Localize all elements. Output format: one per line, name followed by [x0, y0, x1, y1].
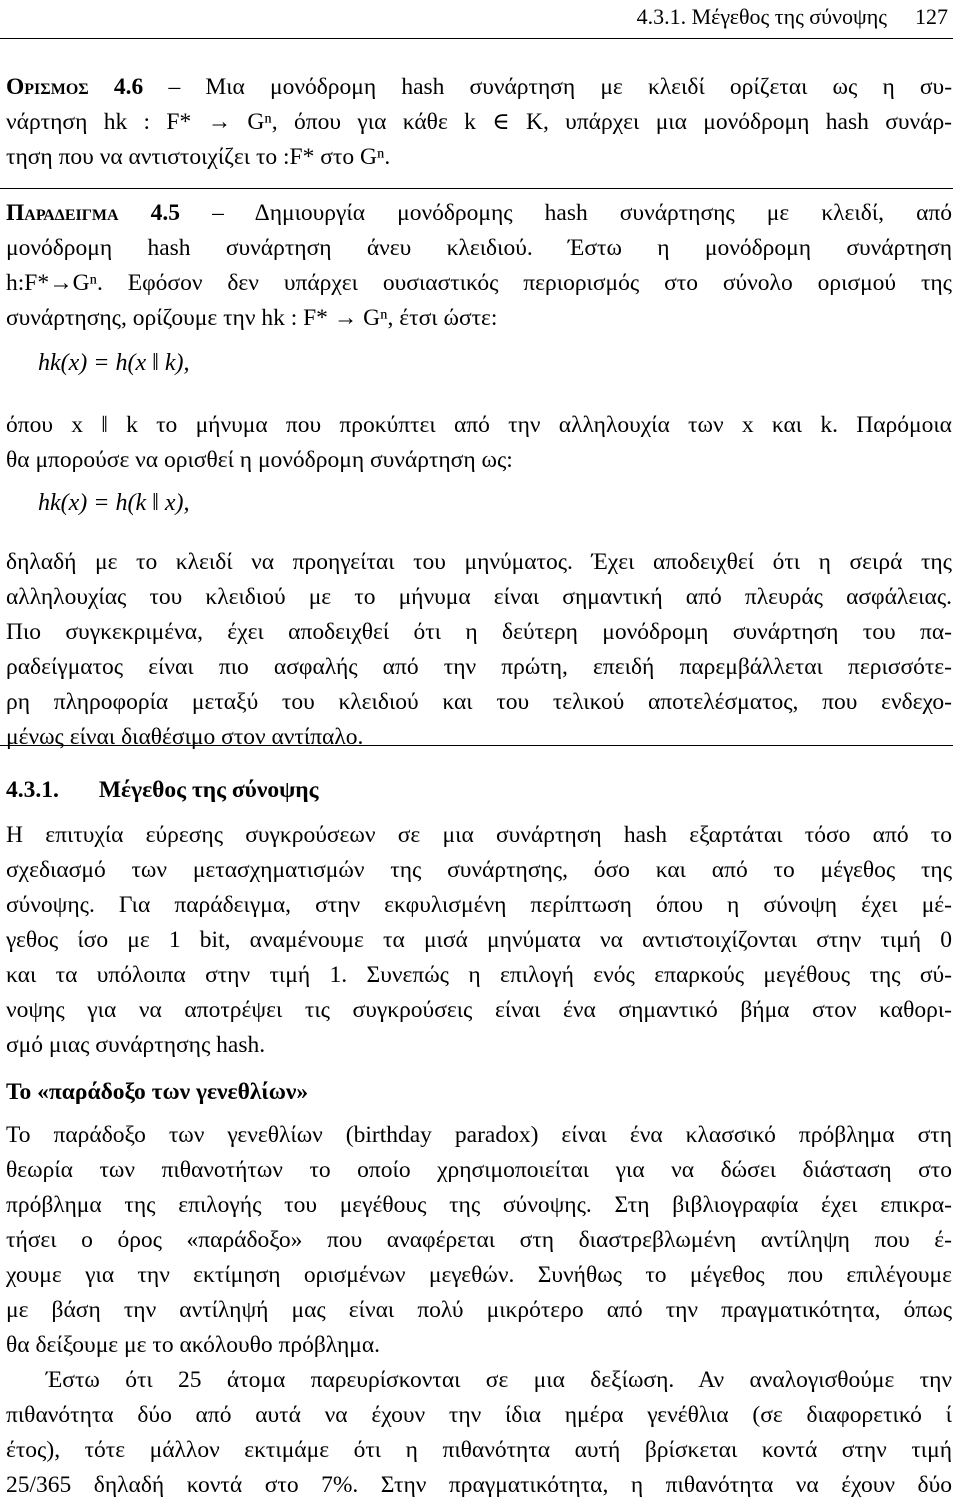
subsection-title: Το «παράδοξο των γενεθλίων» [6, 1079, 309, 1105]
section-number: 4.3.1. [6, 777, 59, 803]
section-heading [6, 773, 952, 808]
subsection-line: με βάση την αντίληψή μας είναι πολύ μικρότερο από την πραγματικότητα, όπως [6, 1297, 952, 1323]
running-header [637, 4, 948, 30]
header-section-title: 4.3.1. Μέγεθος της σύνοψης [636, 4, 887, 29]
section-line: και τα υπόλοιπα στην τιμή 1. Συνεπώς η επιλογή ενός επαρκούς μεγέθους της σύ- [6, 962, 952, 988]
subsection-line: τήσει ο όρος «παράδοξο» που αναφέρεται στη διαστρεβλωμένη αντίληψη που έ- [6, 1227, 952, 1253]
example-line: συνάρτησης, ορίζουμε την hk : F* → Gⁿ, έτσι ώστε: [6, 305, 498, 331]
formula-2: hk(x) = h(k ‖ x), [38, 490, 190, 516]
section-line: νοψης για να αποτρέψει τις συγκρούσεις είναι ένα σημαντικό βήμα στον καθορι- [6, 997, 952, 1023]
subsection-line: θα δείξουμε με το ακόλουθο πρόβλημα. [6, 1332, 381, 1358]
formula-1: hk(x) = h(x ‖ k), [38, 350, 190, 376]
example-line: – Δημιουργία μονόδρομης hash συνάρτησης με κλειδί, από [212, 200, 952, 226]
definition-line: νάρτηση hk : F* → Gⁿ, όπου για κάθε k ∈ K, υπάρχει μια μονόδρομη hash συνάρ- [6, 109, 952, 135]
subsection-line: πρόβλημα της επιλογής του μεγέθους της σύνοψης. Στη βιβλιογραφία έχει επικρα- [6, 1192, 952, 1218]
definition-line: τηση που να αντιστοιχίζει το :F* στο Gⁿ. [6, 144, 391, 170]
example-line: h:F*→Gⁿ. Εφόσον δεν υπάρχει ουσιαστικός περιορισμός στο σύνολο ορισμού της [6, 270, 952, 296]
example-line: όπου x ‖ k το μήνυμα που προκύπτει από την αλληλουχία των x και k. Παρόμοια [6, 412, 952, 438]
example-line: αλληλουχίας του κλειδιού με το μήνυμα είναι σημαντική από πλευράς ασφάλειας. [6, 584, 952, 610]
section-line: Η επιτυχία εύρεσης συγκρούσεων σε μια συνάρτηση hash εξαρτάται τόσο από το [6, 822, 952, 848]
section-line: σμό μιας συνάρτησης hash. [6, 1032, 266, 1058]
section-line: σύνοψης. Για παράδειγμα, στην εκφυλισμένη περίπτωση όπου η σύνοψη έχει μέ- [6, 892, 952, 918]
section-body [6, 818, 952, 1063]
example-line: ρη πληροφορία μεταξύ του κλειδιού και του τελικού αποτελέσματος, που ενδεχο- [6, 689, 952, 715]
page-number: 127 [915, 4, 948, 29]
example-block [6, 196, 952, 336]
example-label: Παραδειγμα 4.5 [6, 200, 181, 226]
header-rule [0, 38, 953, 39]
example-line: μένως είναι διαθέσιμο στον αντίπαλο. [6, 724, 364, 750]
subsection-heading [6, 1075, 952, 1110]
example-line: ραδείγματος είναι πιο ασφαλής από την πρώτη, επειδή παρεμβάλλεται περισσότε- [6, 654, 952, 680]
section-title: Μέγεθος της σύνοψης [98, 777, 319, 803]
example-line: Πιο συγκεκριμένα, έχει αποδειχθεί ότι η δεύτερη μονόδρομη συνάρτηση του πα- [6, 619, 952, 645]
section-line: γεθος ίσο με 1 bit, αναμένουμε τα μισά μηνύματα να αντιστοιχίζονται στην τιμή 0 [6, 927, 952, 953]
example-rule [0, 745, 953, 746]
example-end-block [6, 545, 952, 755]
definition-rule [0, 188, 953, 189]
subsection-line: 25/365 δηλαδή κοντά στο 7%. Στην πραγματικότητα, η πιθανότητα να έχουν δύο [6, 1472, 952, 1498]
subsection-line: έτος), τότε μάλλον εκτιμάμε ότι η πιθανότητα αυτή βρίσκεται κοντά στην τιμή [6, 1437, 952, 1463]
subsection-line: θεωρία των πιθανοτήτων το οποίο χρησιμοποιείται για να δώσει διάσταση στο [6, 1157, 952, 1183]
subsection-line: πιθανότητα δύο από αυτά να έχουν την ίδια ημέρα γενέθλια (σε διαφορετικό ί [6, 1402, 952, 1428]
definition-label: Ορισμος 4.6 [6, 74, 144, 100]
section-line: σχεδιασμό των μετασχηματισμών της συνάρτησης, όσο και από το μέγεθος της [6, 857, 952, 883]
subsection-line: Το παράδοξο των γενεθλίων (birthday paradox) είναι ένα κλασσικό πρόβλημα στη [6, 1122, 952, 1148]
definition-block [6, 70, 952, 175]
example-line: δηλαδή με το κλειδί να προηγείται του μηνύματος. Έχει αποδειχθεί ότι η σειρά της [6, 549, 952, 575]
subsection-line: Έστω ότι 25 άτομα παρευρίσκονται σε μια δεξίωση. Αν αναλογισθούμε την [46, 1367, 952, 1393]
subsection-line: χουμε για την εκτίμηση ορισμένων μεγεθών. Συνήθως το μέγεθος που επιλέγουμε [6, 1262, 952, 1288]
example-line: θα μπορούσε να ορισθεί η μονόδρομη συνάρτηση ως: [6, 447, 513, 473]
definition-line: – Μια μονόδρομη hash συνάρτηση με κλειδί ορίζεται ως η συ- [168, 74, 952, 100]
subsection-body [6, 1118, 952, 1503]
example-mid-block [6, 408, 952, 478]
example-line: μονόδρομη hash συνάρτηση άνευ κλειδιού. Έστω η μονόδρομη συνάρτηση [6, 235, 952, 261]
